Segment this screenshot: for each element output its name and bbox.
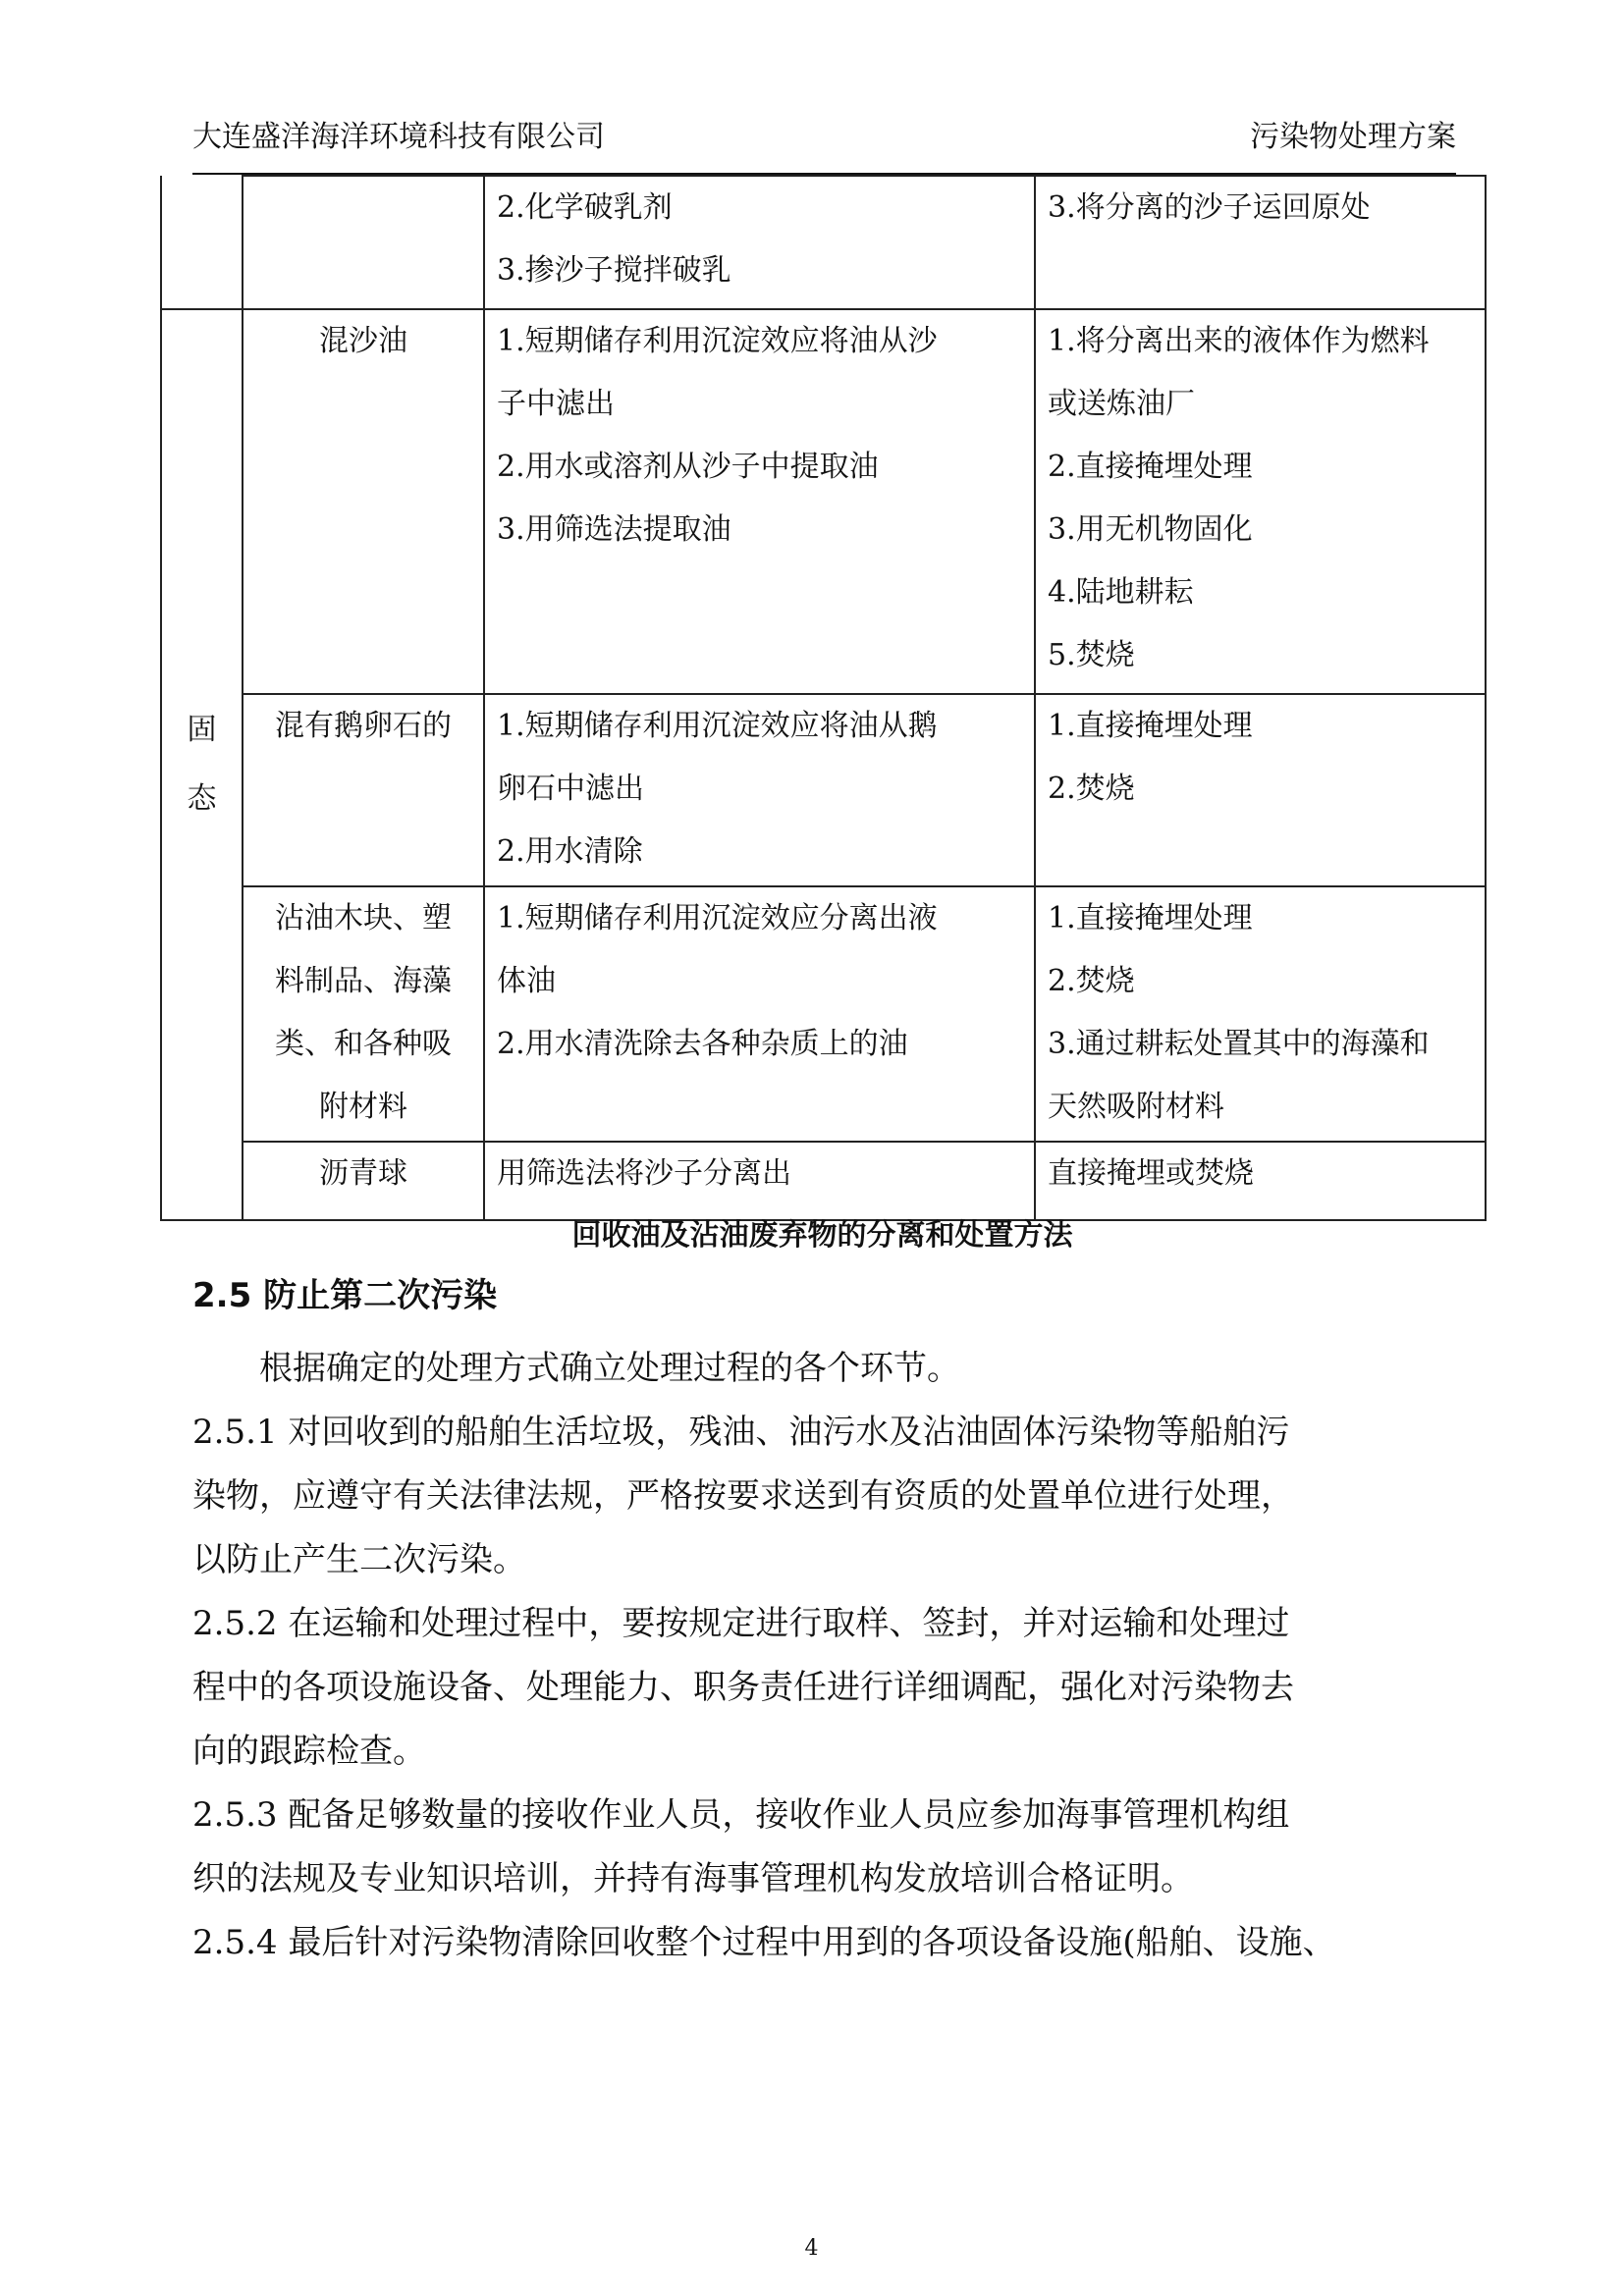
disposal-cell: 1.直接掩埋处理 2.焚烧 3.通过耕耘处置其中的海藻和 天然吸附材料	[1035, 886, 1486, 1142]
methods-cell: 用筛选法将沙子分离出	[484, 1142, 1035, 1220]
group-cell-continued	[161, 176, 243, 309]
group-label-cell: 固 态	[161, 309, 243, 1220]
paragraph-2-5-3: 2.5.3 配备足够数量的接收作业人员，接收作业人员应参加海事管理机构组 织的法规及专业知识培训，并持有海事管理机构发放培训合格证明。	[192, 1795, 1290, 1898]
table-row	[161, 886, 1486, 1142]
disposal-cell: 3.将分离的沙子运回原处	[1035, 176, 1486, 309]
methods-cell: 1.短期储存利用沉淀效应将油从鹅 卵石中滤出 2.用水清除	[484, 694, 1035, 886]
category-cell: 沾油木块、塑 料制品、海藻 类、和各种吸 附材料	[243, 886, 484, 1142]
table-caption: 回收油及沾油废弃物的分离和处置方法	[571, 1218, 1073, 1253]
category-cell-continued	[243, 176, 484, 309]
methods-cell: 2.化学破乳剂 3.掺沙子搅拌破乳	[484, 176, 1035, 309]
disposal-cell: 1.直接掩埋处理 2.焚烧	[1035, 694, 1486, 886]
header-doc-title: 污染物处理方案	[1250, 120, 1456, 154]
table-row	[161, 309, 1486, 694]
table-row-continued	[161, 176, 1486, 309]
category-cell: 沥青球	[243, 1142, 484, 1220]
table-row	[161, 694, 1486, 886]
paragraph-2-5-1: 2.5.1 对回收到的船舶生活垃圾，残油、油污水及沾油固体污染物等船舶污 染物，应遵守有关法律法规，严格按要求送到有资质的处置单位进行处理， 以防止产生二次污染。	[192, 1413, 1294, 1579]
category-cell: 混有鹅卵石的	[243, 694, 484, 886]
page-header	[192, 110, 1456, 155]
category-cell: 混沙油	[243, 309, 484, 694]
paragraph-2-5-4: 2.5.4 最后针对污染物清除回收整个过程中用到的各项设备设施(船舶、设施、	[192, 1923, 1336, 1962]
paragraph-2-5-2: 2.5.2 在运输和处理过程中，要按规定进行取样、签封，并对运输和处理过 程中的各项设施设备、处理能力、职务责任进行详细调配，强化对污染物去 向的跟踪检查。	[192, 1604, 1294, 1771]
disposal-table	[160, 175, 1487, 1221]
disposal-cell: 直接掩埋或焚烧	[1035, 1142, 1486, 1220]
intro-paragraph: 根据确定的处理方式确立处理过程的各个环节。	[259, 1349, 960, 1388]
disposal-cell: 1.将分离出来的液体作为燃料 或送炼油厂 2.直接掩埋处理 3.用无机物固化 4.陆地耕耘 5.焚烧	[1035, 309, 1486, 694]
methods-cell: 1.短期储存利用沉淀效应将油从沙 子中滤出 2.用水或溶剂从沙子中提取油 3.用筛选法提取油	[484, 309, 1035, 694]
header-company: 大连盛洋海洋环境科技有限公司	[192, 120, 605, 154]
section-body	[192, 1337, 1469, 1975]
table-row	[161, 1142, 1486, 1220]
page-number: 4	[804, 2236, 819, 2261]
section-heading: 2.5 防止第二次污染	[192, 1276, 498, 1315]
methods-cell: 1.短期储存利用沉淀效应分离出液 体油 2.用水清洗除去各种杂质上的油	[484, 886, 1035, 1142]
